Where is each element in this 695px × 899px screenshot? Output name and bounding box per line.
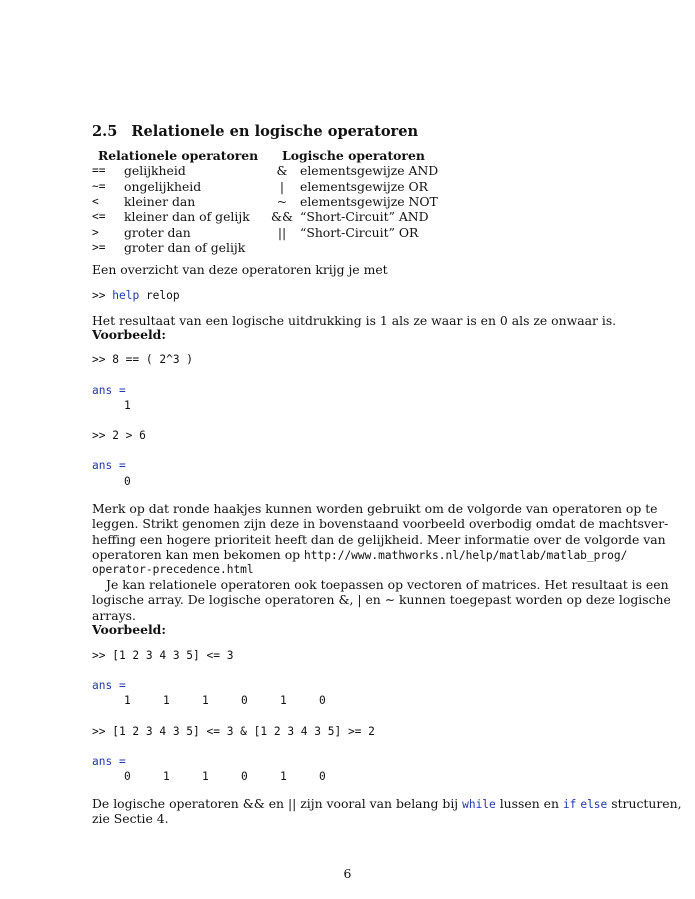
logical-desc: elementsgewijze OR bbox=[300, 178, 428, 194]
paragraph-closing bbox=[92, 796, 682, 827]
relational-desc: groter dan bbox=[124, 224, 191, 240]
vector-element: 1 bbox=[280, 694, 287, 707]
paragraph-line: arrays. bbox=[92, 607, 136, 623]
code-ans-vector bbox=[92, 769, 596, 784]
vector-element: 1 bbox=[280, 770, 287, 783]
relational-desc: ongelijkheid bbox=[124, 178, 202, 194]
vector-element: 1 bbox=[202, 770, 209, 783]
paragraph-line: logische array. De logische operatoren &, | en ∼ kunnen toegepast worden op deze logische bbox=[92, 592, 671, 608]
paragraph-line bbox=[92, 546, 628, 562]
relational-symbol: > bbox=[92, 225, 99, 239]
code-ans-value: 0 bbox=[124, 475, 131, 488]
code-command: >> [1 2 3 4 3 5] <= 3 bbox=[92, 649, 234, 662]
logical-desc: “Short-Circuit” AND bbox=[300, 209, 429, 225]
logical-symbol: | bbox=[279, 178, 285, 194]
url-link[interactable]: http://www.mathworks.nl/help/matlab/matlab_prog/ bbox=[304, 548, 628, 562]
logical-symbol: & bbox=[276, 163, 288, 179]
relational-desc: kleiner dan bbox=[124, 193, 196, 209]
vector-element: 0 bbox=[241, 694, 248, 707]
code-ans-label: ans = bbox=[92, 755, 126, 768]
logical-symbol: || bbox=[277, 224, 287, 240]
paragraph-line: Merk op dat ronde haakjes kunnen worden gebruikt om de volgorde van operatoren op te bbox=[92, 501, 658, 516]
section-title: Relationele en logische operatoren bbox=[131, 123, 419, 140]
operator-row bbox=[92, 225, 596, 240]
relational-symbol: ~= bbox=[92, 179, 106, 193]
relational-header: Relationele operatoren bbox=[98, 148, 259, 163]
paragraph-line: Je kan relationele operatoren ook toepassen op vectoren of matrices. Het resultaat is een bbox=[106, 577, 669, 592]
operator-row bbox=[92, 240, 596, 255]
operator-row bbox=[92, 179, 596, 194]
result-text: Het resultaat van een logische uitdrukking is 1 als ze waar is en 0 als ze onwaar is. bbox=[92, 313, 617, 328]
logical-header: Logische operatoren bbox=[282, 148, 425, 163]
paragraph-text: De logische operatoren && en || zijn vooral van belang bij bbox=[92, 796, 463, 811]
logical-desc: elementsgewijze NOT bbox=[300, 193, 438, 209]
example-label: Voorbeeld: bbox=[92, 327, 166, 342]
relational-desc: groter dan of gelijk bbox=[124, 239, 246, 255]
prompt: >> bbox=[92, 289, 106, 302]
code-ans-label: ans = bbox=[92, 679, 126, 692]
keyword-if: if bbox=[562, 798, 577, 811]
page-number: 6 bbox=[343, 866, 352, 881]
vector-element: 0 bbox=[319, 770, 326, 783]
paragraph-text: lussen en bbox=[495, 796, 563, 811]
operator-row bbox=[92, 194, 596, 209]
vector-element: 0 bbox=[241, 770, 248, 783]
vector-element: 1 bbox=[163, 694, 170, 707]
paragraph-line: leggen. Strikt genomen zijn deze in bovenstaand voorbeeld overbodig omdat de machtsver- bbox=[92, 516, 669, 532]
operator-row bbox=[92, 163, 596, 178]
vector-element: 1 bbox=[163, 770, 170, 783]
code-ans-label: ans = bbox=[92, 384, 126, 397]
logical-desc: elementsgewijze AND bbox=[300, 163, 439, 179]
paragraph-vectors bbox=[92, 577, 671, 623]
relational-desc: kleiner dan of gelijk bbox=[124, 209, 250, 225]
code-arg: relop bbox=[145, 289, 180, 302]
operator-row bbox=[92, 209, 596, 224]
section-heading bbox=[92, 124, 418, 139]
keyword-while: while bbox=[462, 798, 496, 811]
code-ans-vector bbox=[92, 693, 596, 708]
logical-symbol: ~ bbox=[276, 193, 288, 209]
paragraph-precedence bbox=[92, 501, 669, 577]
relational-desc: gelijkheid bbox=[124, 163, 186, 179]
code-command: >> [1 2 3 4 3 5] <= 3 & [1 2 3 4 3 5] >= 2 bbox=[92, 725, 375, 738]
logical-symbol: && bbox=[270, 209, 294, 225]
paragraph-text: operatoren kan men bekomen op bbox=[92, 546, 305, 562]
example-label: Voorbeeld: bbox=[92, 622, 166, 637]
code-ans-label: ans = bbox=[92, 459, 126, 472]
section-number: 2.5 bbox=[92, 123, 118, 140]
code-help-relop bbox=[92, 288, 596, 303]
intro-text: Een overzicht van deze operatoren krijg je met bbox=[92, 262, 388, 277]
relational-symbol: == bbox=[92, 164, 106, 178]
vector-element: 0 bbox=[319, 694, 326, 707]
paragraph-line: zie Sectie 4. bbox=[92, 811, 169, 827]
paragraph-line: heffing een hogere prioriteit heeft dan de gelijkheid. Meer informatie over de volgorde van bbox=[92, 531, 666, 547]
relational-symbol: >= bbox=[92, 240, 106, 254]
vector-element: 1 bbox=[124, 694, 131, 707]
logical-desc: “Short-Circuit” OR bbox=[300, 224, 419, 240]
code-command: >> 8 == ( 2^3 ) bbox=[92, 353, 194, 366]
keyword-help: help bbox=[112, 289, 140, 302]
url-link-continued[interactable]: operator-precedence.html bbox=[92, 563, 254, 577]
code-ans-value: 1 bbox=[124, 399, 131, 412]
paragraph-text: structuren, bbox=[607, 796, 682, 811]
relational-symbol: <= bbox=[92, 210, 106, 224]
relational-symbol: < bbox=[92, 194, 99, 208]
vector-element: 0 bbox=[124, 770, 131, 783]
keyword-else: else bbox=[580, 798, 608, 811]
vector-element: 1 bbox=[202, 694, 209, 707]
paragraph-line bbox=[92, 796, 682, 811]
code-command: >> 2 > 6 bbox=[92, 429, 146, 442]
